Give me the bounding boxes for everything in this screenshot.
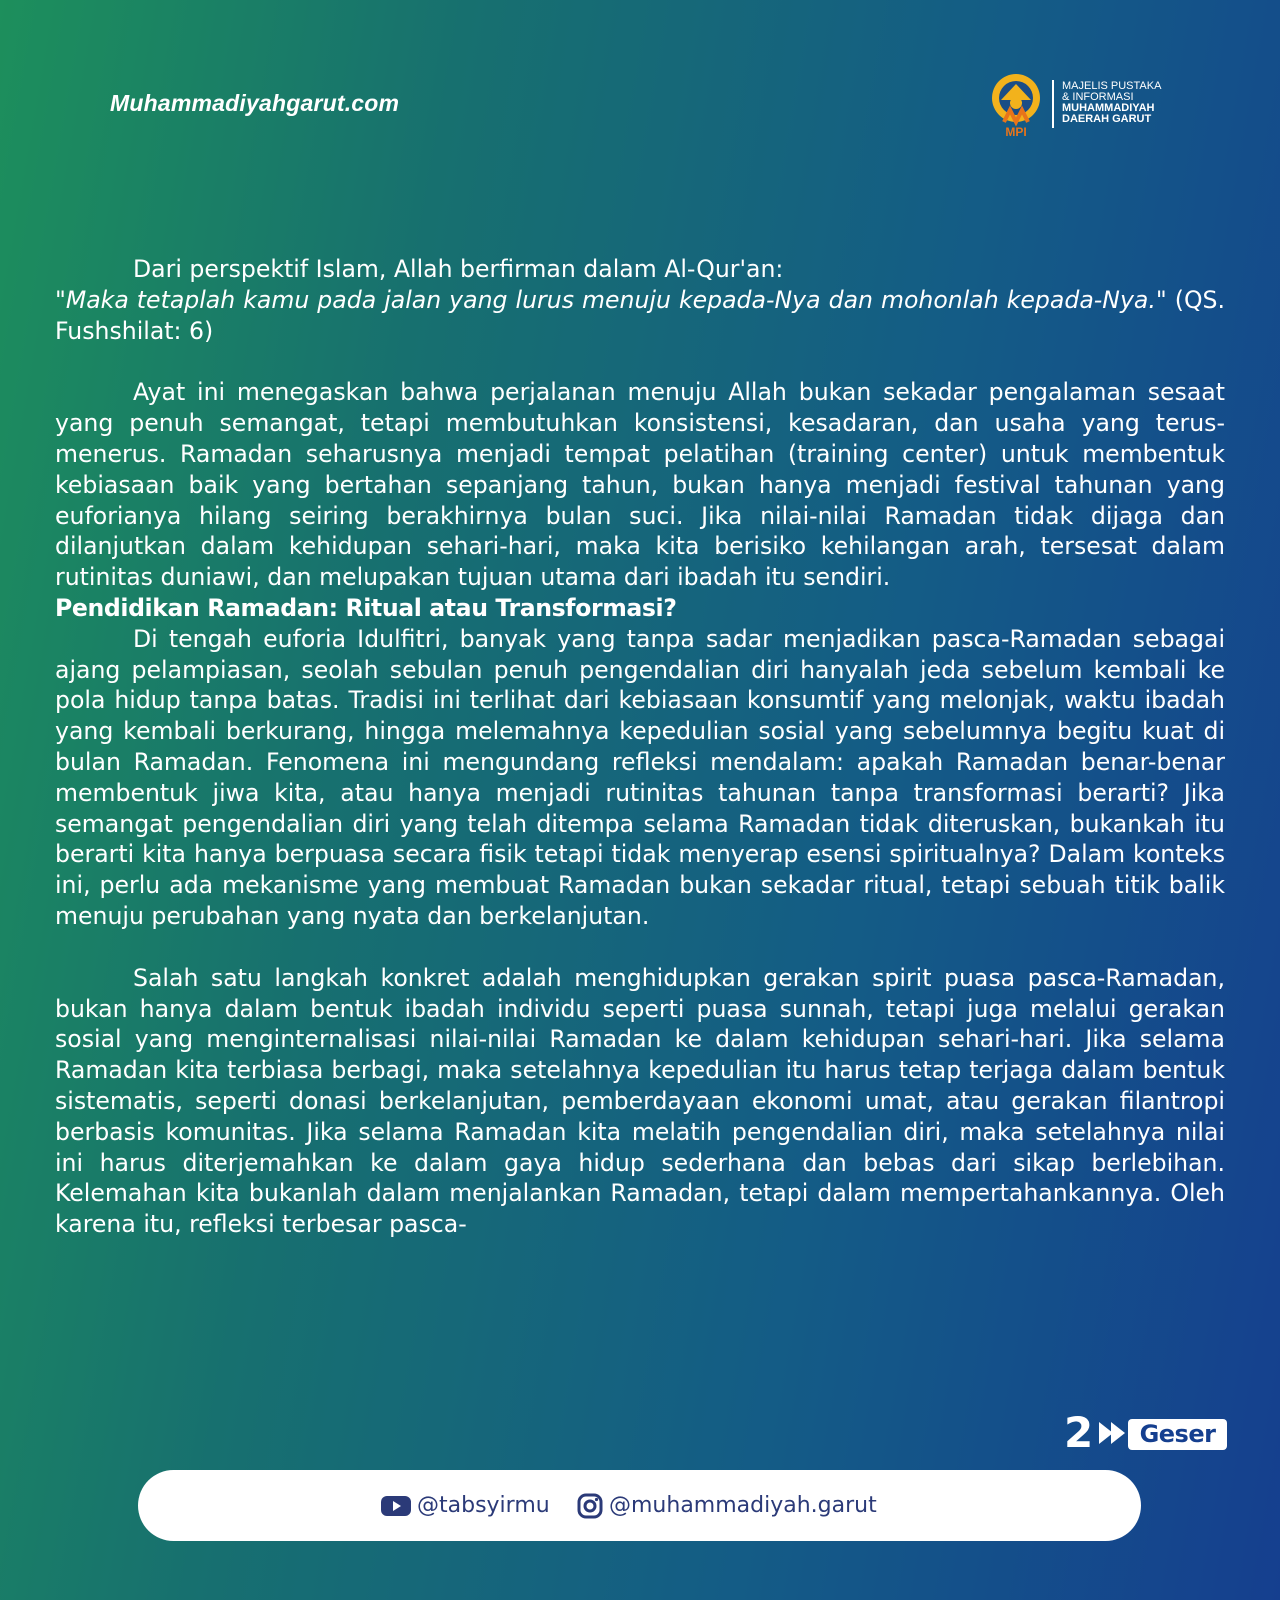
article-body	[55, 254, 1225, 1240]
logo-line-2: & INFORMASI	[1062, 91, 1134, 103]
logo-line-4: DAERAH GARUT	[1062, 113, 1152, 125]
logo-line-1: MAJELIS PUSTAKA	[1062, 80, 1162, 92]
instagram-icon	[577, 1493, 603, 1519]
intro-line: Dari perspektif Islam, Allah berfirman dalam Al-Qur'an:	[133, 255, 784, 283]
paragraph-2: Di tengah euforia Idulfitri, banyak yang tanpa sadar menjadikan pasca-Ramadan sebagai ajang pelampiasan, seolah sebulan penuh pengendalian diri hanyalah jeda sebelum kembali ke pola hidup tanpa batas. Tradisi ini terlihat dari kebiasaan konsumtif yang melonjak, waktu ibadah yang kembali berkurang, hingga melemahnya kepedulian sosial yang sebelumnya begitu kuat di bulan Ramadan. Fenomena ini mengundang refleksi mendalam: apakah Ramadan benar-benar membentuk jiwa kita, atau hanya menjadi rutinitas tahunan tanpa transformasi berarti? Jika semangat pengendalian diri yang telah ditempa selama Ramadan tidak diteruskan, bukankah itu berarti kita hanya berpuasa secara fisik tetapi tidak menyerap esensi spiritualnya? Dalam konteks ini, perlu ada mekanisme yang membuat Ramadan bukan sekadar ritual, tetapi sebuah titik balik menuju perubahan yang nyata dan berkelanjutan.	[55, 624, 1225, 930]
quote-text: "Maka tetaplah kamu pada jalan yang lurus menuju kepada-Nya dan mohonlah kepada-Nya."	[55, 285, 1167, 314]
logo-divider	[1052, 80, 1054, 128]
logo-line-3: MUHAMMADIYAH	[1062, 102, 1155, 114]
paragraph-3: Salah satu langkah konkret adalah menghidupkan gerakan spirit puasa pasca-Ramadan, bukan hanya dalam bentuk ibadah individu seperti puasa sunnah, tetapi juga melalui gerakan sosial yang menginternalisasi nilai-nilai Ramadan ke dalam kehidupan sehari-hari. Jika selama Ramadan kita terbiasa berbagi, maka setelahnya kepedulian itu harus tetap terjaga dalam bentuk sistematis, seperti donasi berkelanjutan, pemberdayaan ekonomi umat, atau gerakan filantropi berbasis komunitas. Jika selama Ramadan kita melatih pengendalian diri, maka setelahnya nilai ini harus diterjemahkan ke dalam gaya hidup sederhana dan bebas dari sikap berlebihan. Kelemahan kita bukanlah dalam menjalankan Ramadan, tetapi dalam mempertahankannya. Oleh karena itu, refleksi terbesar pasca-	[55, 963, 1225, 1239]
youtube-handle[interactable]	[381, 1470, 550, 1541]
instagram-handle[interactable]	[577, 1470, 877, 1541]
mpi-emblem-icon	[986, 70, 1046, 142]
quote-citation: (QS. Fushshilat: 6)	[55, 285, 1225, 345]
emblem-letters: MPI	[1005, 125, 1027, 139]
forward-arrow-icon	[1099, 1422, 1127, 1444]
youtube-handle-text: @tabsyirmu	[417, 1493, 550, 1518]
youtube-icon	[381, 1495, 411, 1517]
instagram-handle-text: @muhammadiyah.garut	[609, 1493, 877, 1518]
paragraph-1: Ayat ini menegaskan bahwa perjalanan menuju Allah bukan sekadar pengalaman sesaat yang penuh semangat, tetapi membutuhkan konsistensi, kesadaran, dan usaha yang terus-menerus. Ramadan seharusnya menjadi tempat pelatihan (training center) untuk membentuk kebiasaan baik yang bertahan sepanjang tahun, bukan hanya menjadi festival tahunan yang euforianya hilang seiring berakhirnya bulan suci. Jika nilai-nilai Ramadan tidak dijaga dan dilanjutkan dalam kehidupan sehari-hari, maka kita berisiko kehilangan arah, tersesat dalam rutinitas duniawi, dan melupakan tujuan utama dari ibadah itu sendiri.	[55, 378, 1225, 592]
page-number: 2	[1064, 1408, 1094, 1457]
social-bar	[138, 1470, 1141, 1541]
site-url[interactable]: Muhammadiyahgarut.com	[110, 90, 400, 116]
quran-quote	[55, 285, 1225, 347]
logo-text	[1062, 81, 1161, 125]
section-heading: Pendidikan Ramadan: Ritual atau Transformasi?	[55, 593, 677, 622]
mpi-logo	[986, 70, 1182, 142]
next-slide-button[interactable]: Geser	[1128, 1419, 1227, 1450]
